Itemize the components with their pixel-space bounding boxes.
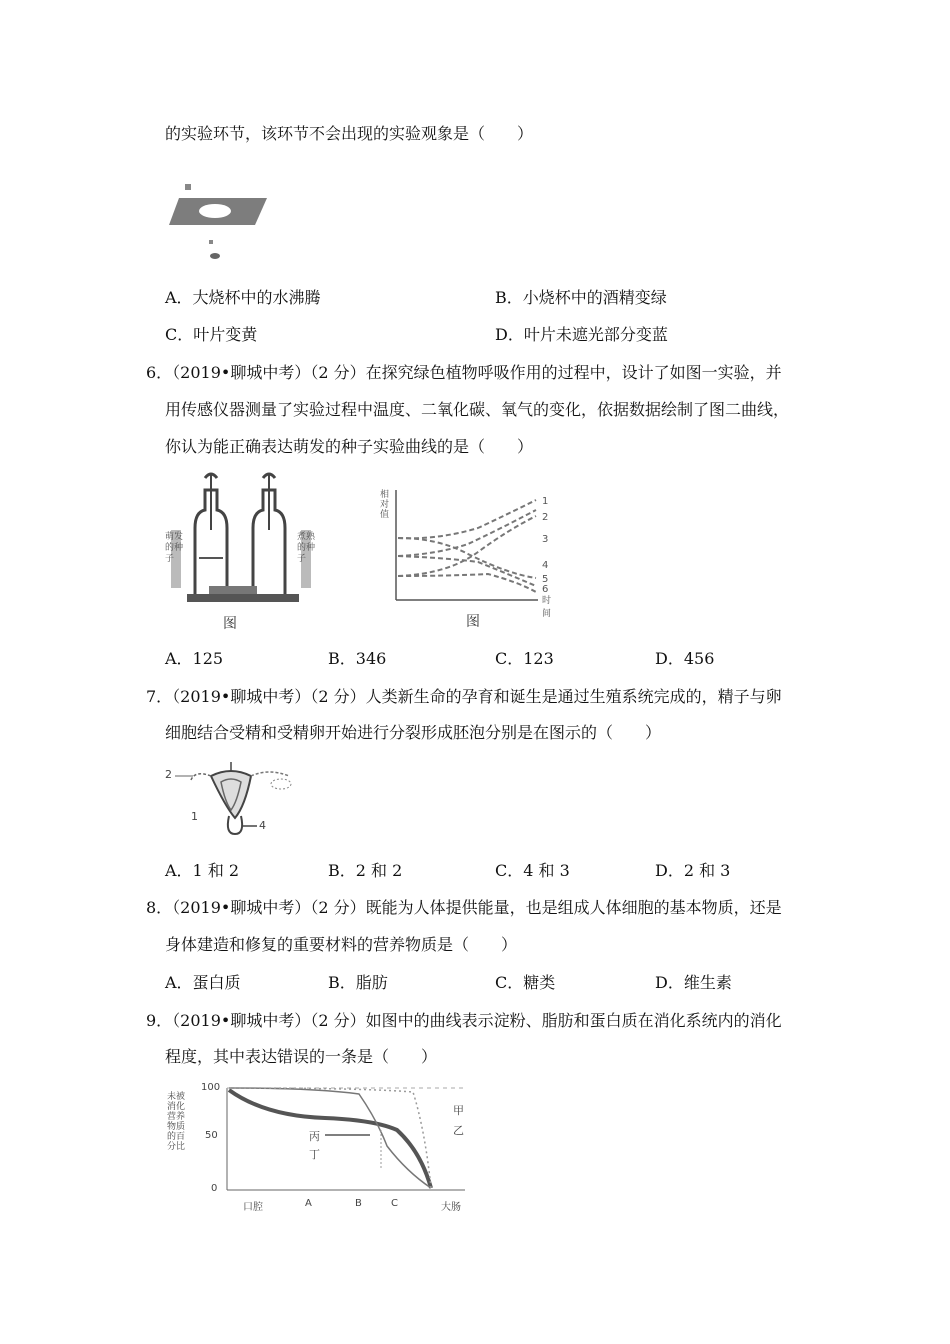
q8-stem-line1: 8．（2019•聊城中考）（2 分）既能为人体提供能量，也是组成人体细胞的基本物质，还是 [146, 898, 782, 917]
q9-fig-curve-jia: 甲 [453, 1104, 464, 1117]
q5-option-b[interactable]: B．小烧杯中的酒精变绿 [495, 288, 667, 307]
q7-option-d[interactable]: D．2 和 3 [655, 861, 731, 880]
q9-fig-xtick-mouth: 口腔 [243, 1202, 263, 1213]
q9-fig-xtick-c: C [391, 1198, 398, 1209]
q8-stem-line2: 身体建造和修复的重要材料的营养物质是（ ） [165, 935, 518, 954]
q8-option-a[interactable]: A．蛋白质 [165, 973, 241, 992]
q6-fig2-label-3: 3 [542, 534, 549, 545]
q9-fig-xtick-large-intestine: 大肠 [441, 1202, 461, 1213]
q6-fig2-label-5: 5 [542, 574, 549, 585]
q6-fig2-label-1: 1 [542, 496, 549, 507]
q6-stem-line1: 6．（2019•聊城中考）（2 分）在探究绿色植物呼吸作用的过程中，设计了如图一实验，并 [146, 363, 782, 382]
q6-figure-2-curves [378, 478, 558, 628]
q9-fig-curve-bing: 丙 [309, 1130, 320, 1143]
q9-fig-ytick-50: 50 [205, 1130, 218, 1141]
q6-option-d[interactable]: D．456 [655, 649, 715, 668]
q7-figure-reproductive-system [165, 758, 305, 838]
q5-stem-tail: 的实验环节，该环节不会出现的实验观象是（ ） [165, 124, 534, 143]
q9-fig-curve-ding: 丁 [309, 1148, 320, 1161]
q8-option-b[interactable]: B．脂肪 [328, 973, 388, 992]
q6-option-b[interactable]: B．346 [328, 649, 387, 668]
q7-fig-label-4: 4 [259, 819, 266, 832]
q6-fig1-left-label: 萌发的种子 [165, 532, 184, 564]
q9-fig-ylabel: 未被消化营养物质的百分比 [167, 1092, 186, 1152]
q6-stem-line2: 用传感仪器测量了实验过程中温度、二氧化碳、氧气的变化，依据数据绘制了图二曲线， [165, 400, 790, 419]
q9-stem-line1: 9．（2019•聊城中考）（2 分）如图中的曲线表示淀粉、脂肪和蛋白质在消化系统内的消化 [146, 1011, 782, 1030]
q9-fig-curve-yi: 乙 [453, 1124, 464, 1137]
q5-option-a[interactable]: A．大烧杯中的水沸腾 [165, 288, 321, 307]
q9-fig-xtick-a: A [305, 1198, 312, 1209]
q9-fig-xtick-b: B [355, 1198, 362, 1209]
q8-option-d[interactable]: D．维生素 [655, 973, 732, 992]
q5-option-c[interactable]: C．叶片变黄 [165, 325, 258, 344]
q5-figure-leaf-experiment [165, 180, 275, 265]
q9-figure-digestion-curves [165, 1080, 485, 1215]
q7-stem-line1: 7．（2019•聊城中考）（2 分）人类新生命的孕育和诞生是通过生殖系统完成的，精子与卵 [146, 687, 782, 706]
q6-option-a[interactable]: A．125 [165, 649, 224, 668]
q7-option-c[interactable]: C．4 和 3 [495, 861, 570, 880]
q6-fig2-ylabel: 相对值 [380, 490, 390, 520]
q5-option-d[interactable]: D．叶片未遮光部分变蓝 [495, 325, 668, 344]
q6-fig1-right-label: 煮熟的种子 [297, 532, 316, 564]
q6-fig2-caption: 图 [466, 614, 480, 630]
q7-fig-label-2: 2 [165, 768, 172, 781]
q6-fig2-label-4: 4 [542, 560, 549, 571]
q7-fig-label-1: 1 [191, 810, 198, 823]
q6-fig1-caption: 图 [223, 616, 237, 632]
q7-stem-line2: 细胞结合受精和受精卵开始进行分裂形成胚泡分别是在图示的（ ） [165, 723, 662, 742]
q9-fig-ytick-100: 100 [201, 1082, 221, 1093]
q6-fig2-label-2: 2 [542, 512, 549, 523]
q7-option-b[interactable]: B．2 和 2 [328, 861, 403, 880]
q6-option-c[interactable]: C．123 [495, 649, 554, 668]
q6-fig2-label-6: 6 [542, 584, 549, 595]
q7-option-a[interactable]: A．1 和 2 [165, 861, 240, 880]
q9-fig-ytick-0: 0 [211, 1183, 218, 1194]
q6-figure-1-bottles [165, 470, 330, 635]
q6-stem-line3: 你认为能正确表达萌发的种子实验曲线的是（ ） [165, 437, 534, 456]
q9-stem-line2: 程度，其中表达错误的一条是（ ） [165, 1047, 438, 1066]
q6-fig2-xlabel: 时间 [542, 596, 552, 619]
q8-option-c[interactable]: C．糖类 [495, 973, 556, 992]
